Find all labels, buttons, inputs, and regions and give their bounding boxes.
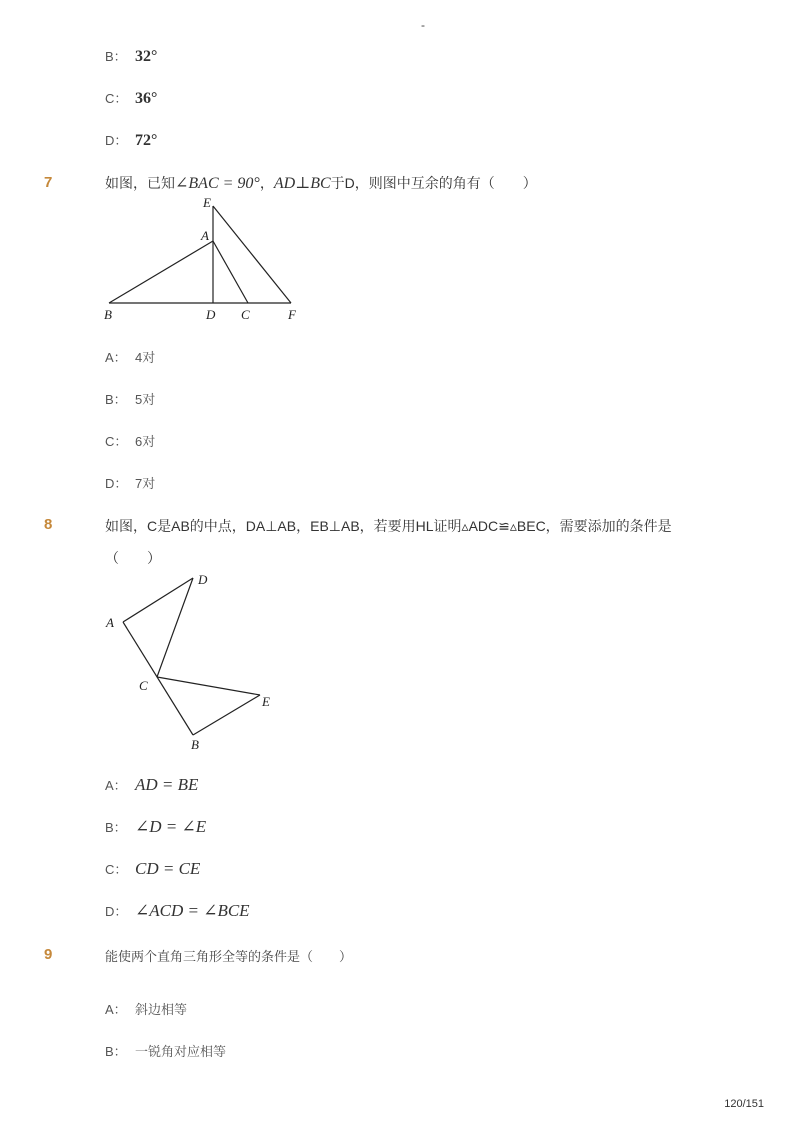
question-text-8-cont: （ ）: [105, 550, 161, 566]
option-value: ∠D = ∠E: [135, 817, 207, 836]
option-label: A：: [105, 1002, 127, 1017]
q9-option-a[interactable]: [105, 999, 187, 1018]
option-value: 6对: [135, 434, 156, 449]
option-label: C：: [105, 434, 128, 449]
header-dash: -: [421, 18, 425, 32]
q8-option-b[interactable]: [105, 817, 206, 837]
q6-option-c[interactable]: [105, 88, 157, 108]
q7-figure: [95, 195, 315, 325]
option-value: 36°: [135, 90, 158, 107]
point-label-b: B: [191, 737, 199, 752]
question-number-7: 7: [44, 174, 53, 191]
point-label-d: D: [206, 307, 216, 322]
segment-be: [193, 695, 260, 735]
option-label: B：: [105, 1044, 127, 1059]
q8-option-c[interactable]: [105, 859, 200, 879]
question-text-7: [105, 173, 537, 193]
segment-ba: [109, 241, 213, 303]
q7-option-a[interactable]: [105, 347, 155, 366]
point-label-c: C: [139, 678, 148, 693]
option-value: 32°: [135, 48, 158, 65]
segment-ad: [123, 578, 193, 622]
option-value: CD = CE: [135, 859, 201, 878]
option-label: D：: [105, 476, 128, 491]
q7-option-b[interactable]: [105, 389, 155, 408]
option-label: D：: [105, 904, 128, 919]
question-number-9: 9: [44, 946, 53, 963]
option-value: 72°: [135, 132, 158, 149]
q7-option-c[interactable]: [105, 431, 155, 450]
segment-ce: [157, 677, 260, 695]
question-text-9: 能使两个直角三角形全等的条件是（ ）: [105, 949, 353, 964]
math-expression: AD⊥BC: [273, 175, 331, 192]
question-text-part: 于D，则图中互余的角有（ ）: [330, 175, 537, 191]
q6-option-b[interactable]: [105, 46, 157, 66]
question-text-8: 如图，C是AB的中点，DA⊥AB，EB⊥AB，若要用HL证明▵ADC≌▵BEC，需要添加的条件是: [105, 518, 672, 534]
q6-option-d[interactable]: [105, 130, 157, 150]
option-value: ∠ACD = ∠BCE: [135, 901, 250, 920]
question-text-part: ，: [259, 175, 274, 191]
q9-option-b[interactable]: [105, 1041, 226, 1060]
question-number-8: 8: [44, 516, 53, 533]
point-label-b: B: [104, 307, 112, 322]
option-label: C：: [105, 91, 128, 106]
q8-option-d[interactable]: [105, 901, 250, 921]
point-label-a: A: [201, 228, 209, 243]
point-label-e: E: [262, 694, 270, 709]
point-label-e: E: [203, 195, 211, 210]
option-value: 斜边相等: [135, 1002, 188, 1017]
segment-ef: [213, 206, 291, 303]
option-label: C：: [105, 862, 128, 877]
option-value: 5对: [135, 392, 156, 407]
option-label: B：: [105, 820, 127, 835]
option-value: AD = BE: [135, 775, 199, 794]
point-label-a: A: [106, 615, 114, 630]
segment-dc: [157, 578, 193, 677]
option-label: B：: [105, 392, 127, 407]
point-label-c: C: [241, 307, 250, 322]
q8-figure: [95, 565, 295, 755]
option-label: A：: [105, 350, 127, 365]
option-value: 一锐角对应相等: [135, 1044, 227, 1059]
point-label-f: F: [288, 307, 296, 322]
q8-option-a[interactable]: [105, 775, 198, 795]
option-label: B：: [105, 49, 127, 64]
question-text-part: 如图，已知: [105, 175, 175, 191]
point-label-d: D: [198, 572, 208, 587]
page-number: 120/151: [724, 1098, 764, 1110]
option-label: D：: [105, 133, 128, 148]
math-expression: ∠BAC = 90°: [175, 175, 260, 192]
option-label: A：: [105, 778, 127, 793]
q7-option-d[interactable]: [105, 473, 155, 492]
segment-ab: [123, 622, 193, 735]
option-value: 4对: [135, 350, 156, 365]
option-value: 7对: [135, 476, 156, 491]
segment-ac: [213, 241, 248, 303]
